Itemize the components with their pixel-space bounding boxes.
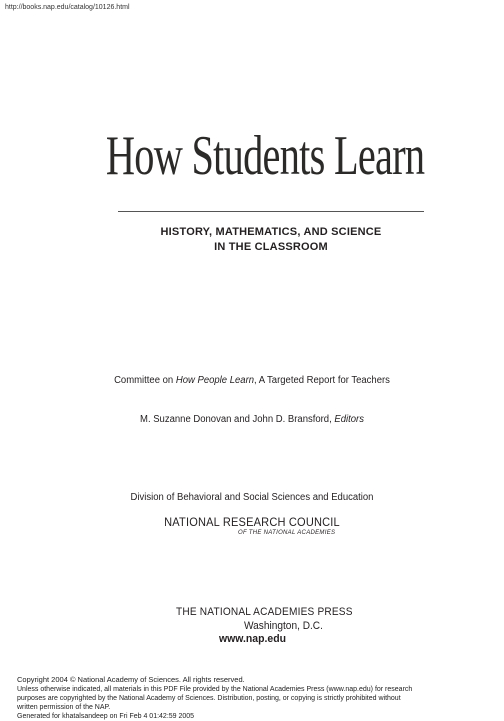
footer-line-4: Generated for khatalsandeep on Fri Feb 4 01:42:59 2005 (17, 712, 195, 720)
committee-italic-title: How People Learn (175, 375, 255, 386)
footer-line-3: written permission of the NAP. (17, 703, 111, 711)
council-name: NATIONAL RESEARCH COUNCIL (164, 515, 340, 529)
press-city: Washington, D.C. (244, 620, 323, 632)
subtitle-line-2: IN THE CLASSROOM (214, 241, 328, 253)
editors-credit (13, 414, 492, 425)
footer (17, 675, 497, 721)
council-tagline: OF THE NATIONAL ACADEMIES (238, 530, 336, 536)
committee-credit (13, 375, 492, 386)
committee-prefix: Committee on (114, 375, 176, 386)
book-title: How Students Learn (105, 125, 424, 187)
subtitle-line-1: HISTORY, MATHEMATICS, AND SCIENCE (160, 226, 382, 238)
source-url[interactable]: http://books.nap.edu/catalog/10126.html (5, 4, 130, 11)
copyright-notice: Copyright 2004 © National Academy of Sciences. All rights reserved. (17, 675, 245, 684)
press-website[interactable]: www.nap.edu (219, 633, 286, 645)
editor-role: Editors (334, 414, 364, 425)
footer-line-1: Unless otherwise indicated, all materials in this PDF File provided by the National Academies Press (www.nap.edu) for research (17, 686, 413, 694)
title-rule (118, 211, 424, 212)
editor-names: M. Suzanne Donovan and John D. Bransford, (140, 414, 335, 425)
committee-suffix: , A Targeted Report for Teachers (254, 375, 390, 386)
press-name: THE NATIONAL ACADEMIES PRESS (176, 606, 353, 618)
footer-line-2: purposes are copyrighted by the National Academy of Sciences. Distribution, posting, or copying is strictly prohibited without (17, 695, 401, 703)
division-name: Division of Behavioral and Social Sciences and Education (130, 492, 374, 503)
